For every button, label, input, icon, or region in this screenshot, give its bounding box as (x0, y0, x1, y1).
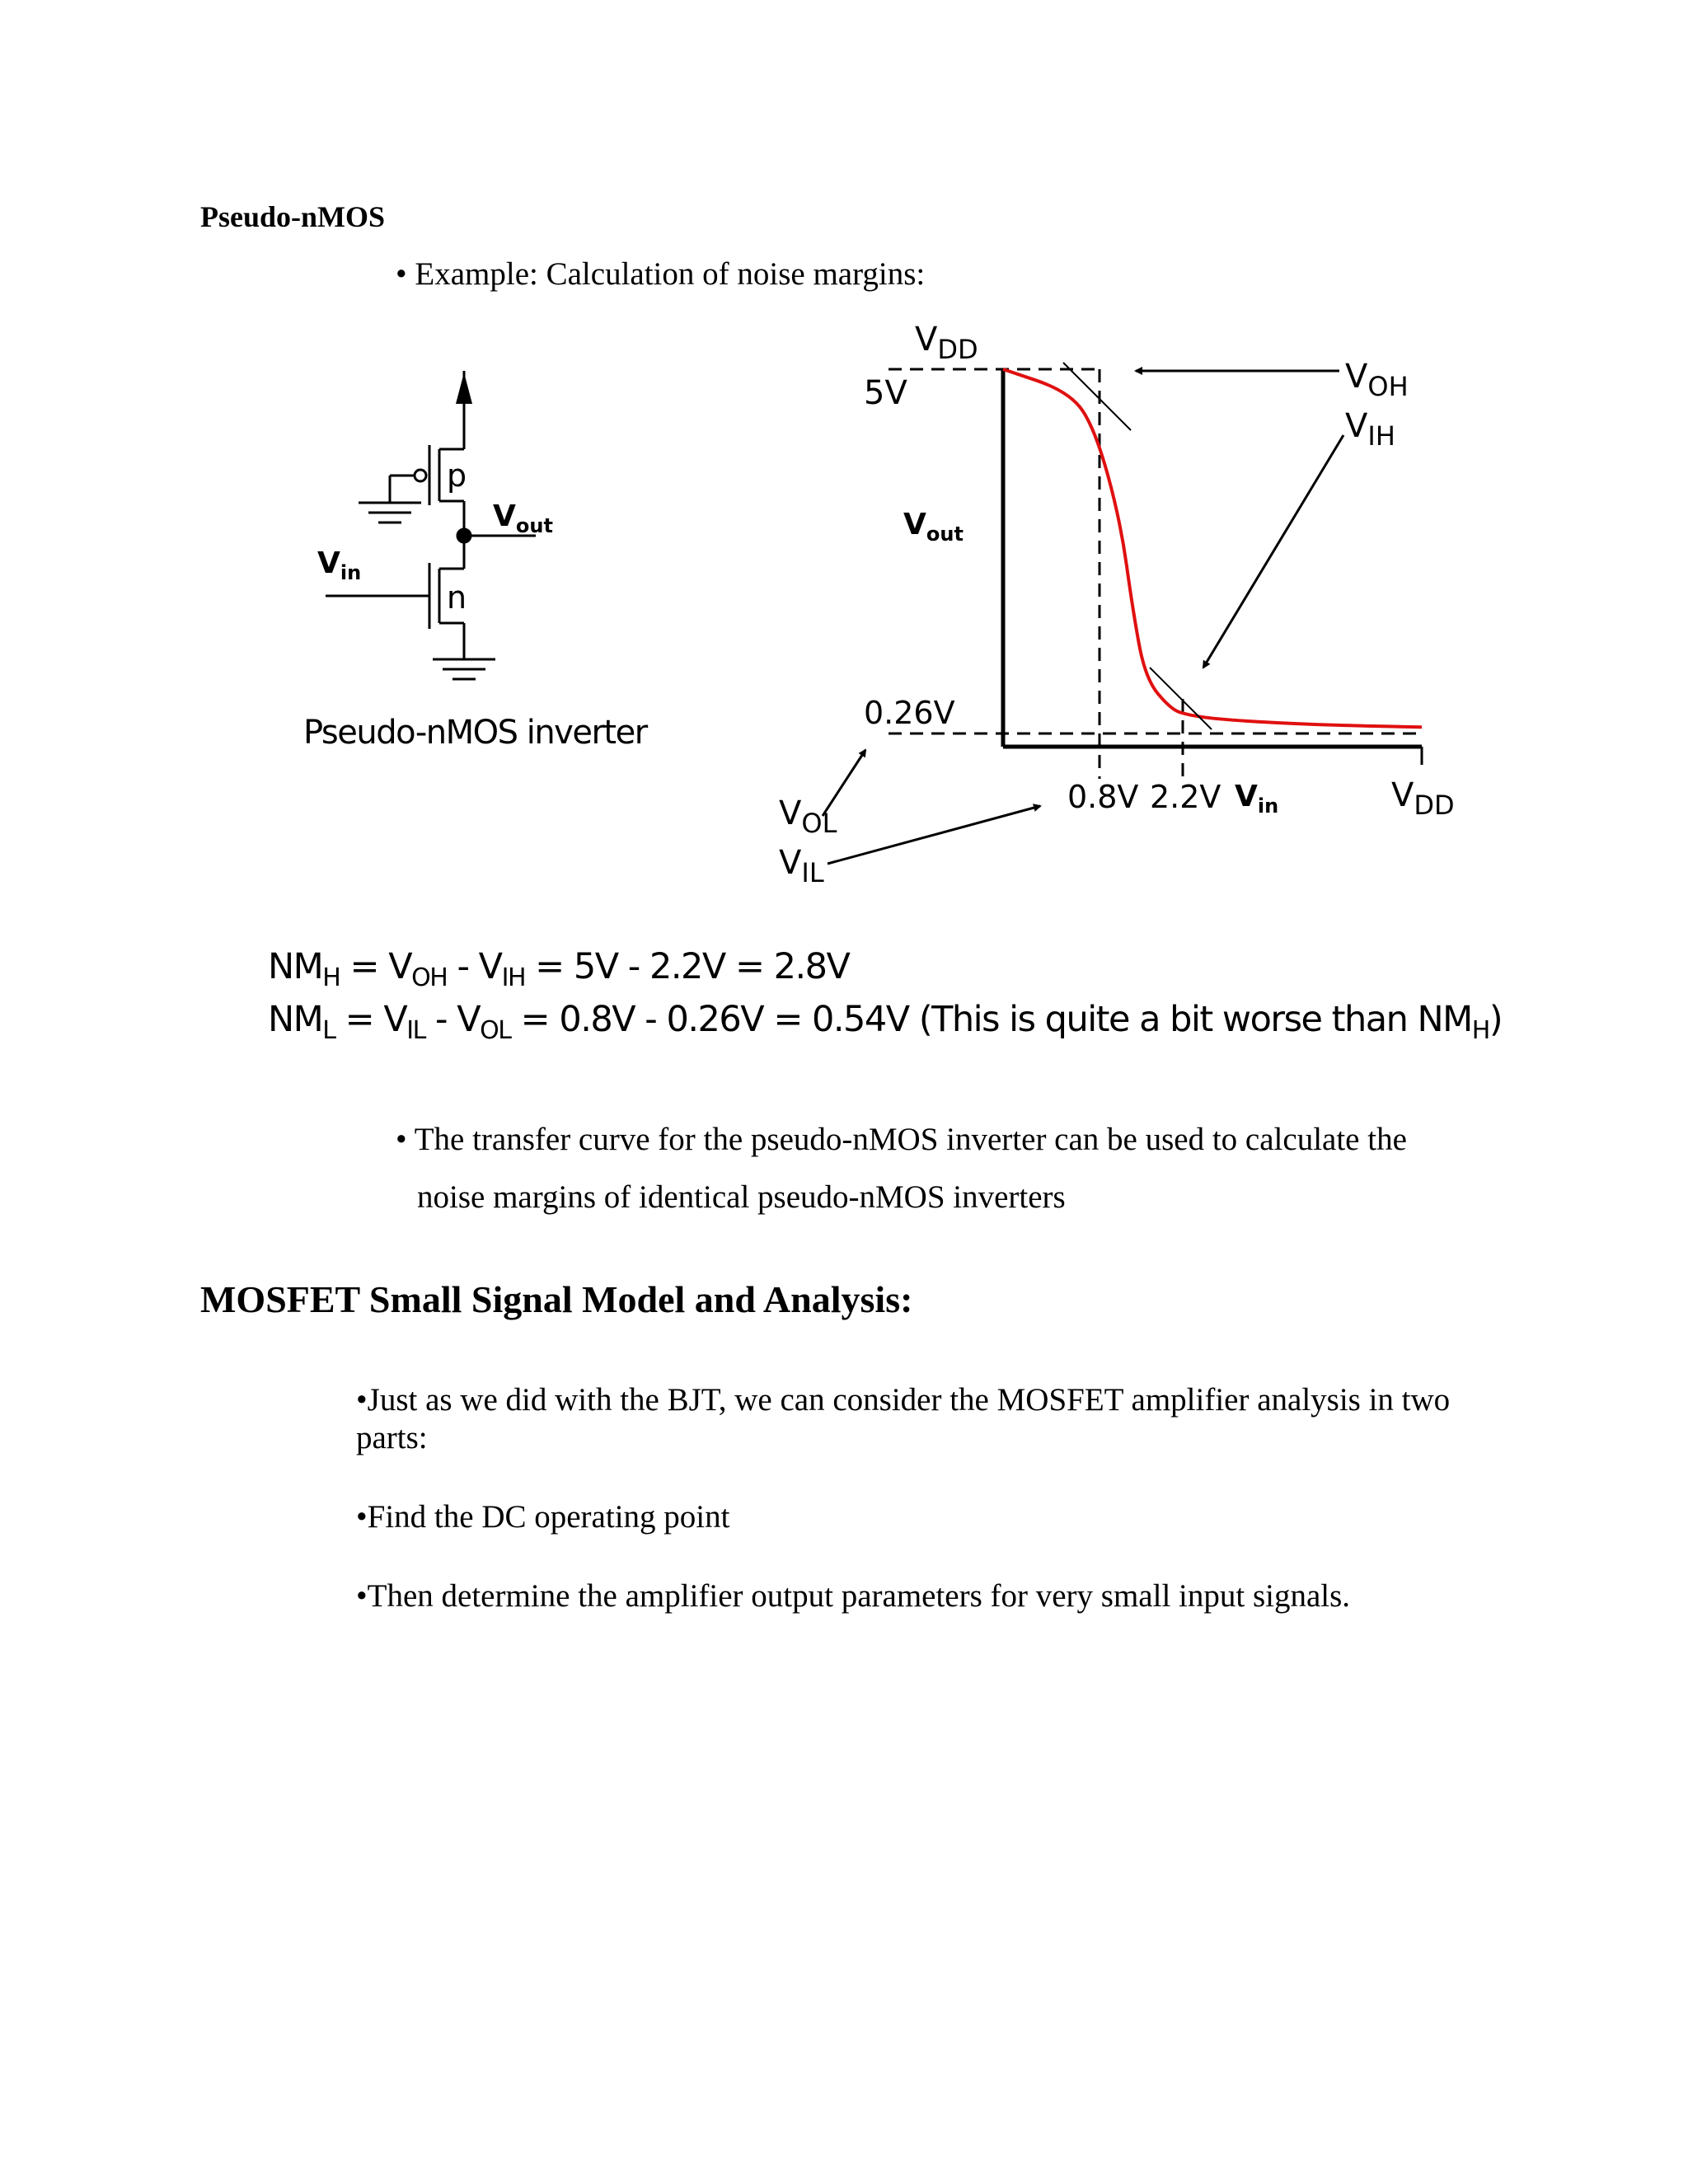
vil-sub: IL (801, 857, 824, 888)
circuit-caption: Pseudo-nMOS inverter (303, 714, 647, 752)
vih-label (1345, 407, 1395, 452)
eq-nml-e: ) (1489, 999, 1503, 1040)
vout-axis-sub: out (926, 523, 964, 546)
eq-nml-c: - V (424, 999, 481, 1040)
paragraph-line: •Find the DC operating point (356, 1499, 730, 1535)
figure-circuit-and-vtc (0, 313, 1688, 940)
v026-label: 0.26V (864, 695, 955, 731)
voh-main: V (1345, 358, 1368, 396)
p-label: p (447, 457, 467, 494)
equation-nmh (268, 946, 849, 992)
equation-nml (268, 999, 1502, 1045)
vdd-right-main: V (1391, 776, 1414, 814)
paragraph-line: parts: (356, 1420, 428, 1455)
tangent-vil (1150, 668, 1212, 729)
bullet-text: The transfer curve for the pseudo-nMOS inverter can be used to calculate the (414, 1122, 1407, 1157)
eq-nmh-b-sub: OH (411, 963, 448, 992)
eq-nmh-a: NM (268, 946, 323, 987)
vil-label (779, 844, 824, 888)
tick-22-label: 2.2V (1150, 779, 1221, 815)
eq-nml-a: NM (268, 999, 323, 1040)
vout-axis-main: V (903, 508, 926, 541)
vin-axis-sub: in (1257, 794, 1279, 818)
vol-main: V (779, 794, 802, 832)
eq-nmh-b: = V (340, 946, 412, 987)
eq-nml-d: = 0.8V - 0.26V = 0.54V (This is quite a bit worse than NM (510, 999, 1472, 1040)
section-heading: MOSFET Small Signal Model and Analysis: (200, 1278, 913, 1320)
vdd-top-label (915, 321, 978, 365)
bullet-dot: • (396, 256, 407, 292)
arrow-vih (1203, 435, 1343, 668)
bullet-text: Example: Calculation of noise margins: (415, 256, 926, 292)
tick-08-label: 0.8V (1067, 779, 1139, 815)
paragraph-line: •Then determine the amplifier output parameters for very small input signals. (356, 1578, 1351, 1614)
five-v-label: 5V (864, 374, 907, 412)
vout-sub: out (515, 514, 553, 537)
voh-sub: OH (1367, 371, 1409, 402)
n-label: n (447, 579, 467, 616)
paragraph-line: •Just as we did with the BJT, we can consider the MOSFET amplifier analysis in two (356, 1382, 1451, 1418)
bullet-dot: • (396, 1122, 407, 1157)
eq-nml-a-sub: L (322, 1016, 335, 1045)
vdd-top-main: V (915, 321, 938, 359)
vin-axis-main: V (1235, 780, 1258, 813)
bullet-item (396, 255, 925, 293)
vin-axis-label (1235, 780, 1278, 818)
vih-sub: IH (1367, 420, 1395, 452)
arrow-vol (823, 750, 865, 816)
tangent-vih (1063, 363, 1131, 430)
vil-main: V (779, 844, 802, 882)
eq-nml-b: = V (335, 999, 407, 1040)
vol-label (779, 794, 837, 839)
vdd-top-sub: DD (937, 334, 978, 365)
eq-nml-c-sub: OL (480, 1016, 511, 1045)
vin-main: V (317, 546, 340, 580)
vout-axis-label (903, 508, 964, 546)
bullet-text-cont: noise margins of identical pseudo-nMOS inverters (417, 1179, 1066, 1215)
eq-nmh-a-sub: H (322, 963, 340, 992)
vol-sub: OL (801, 808, 837, 839)
vdd-right-label (1391, 776, 1455, 821)
vout-label (493, 499, 553, 537)
bullet-item (396, 1121, 1407, 1158)
eq-nml-d-sub: H (1471, 1016, 1489, 1045)
eq-nmh-c: - V (447, 946, 502, 987)
voh-label (1345, 358, 1409, 402)
eq-nml-b-sub: IL (406, 1016, 425, 1045)
vdd-right-sub: DD (1414, 790, 1455, 821)
section-title: Pseudo-nMOS (200, 200, 386, 233)
arrow-vil (828, 806, 1040, 864)
vin-label (317, 546, 361, 584)
vout-main: V (493, 499, 516, 533)
vin-sub: in (340, 561, 362, 584)
vih-main: V (1345, 407, 1368, 445)
eq-nmh-c-sub: IH (501, 963, 525, 992)
eq-nmh-d: = 5V - 2.2V = 2.8V (525, 946, 850, 987)
